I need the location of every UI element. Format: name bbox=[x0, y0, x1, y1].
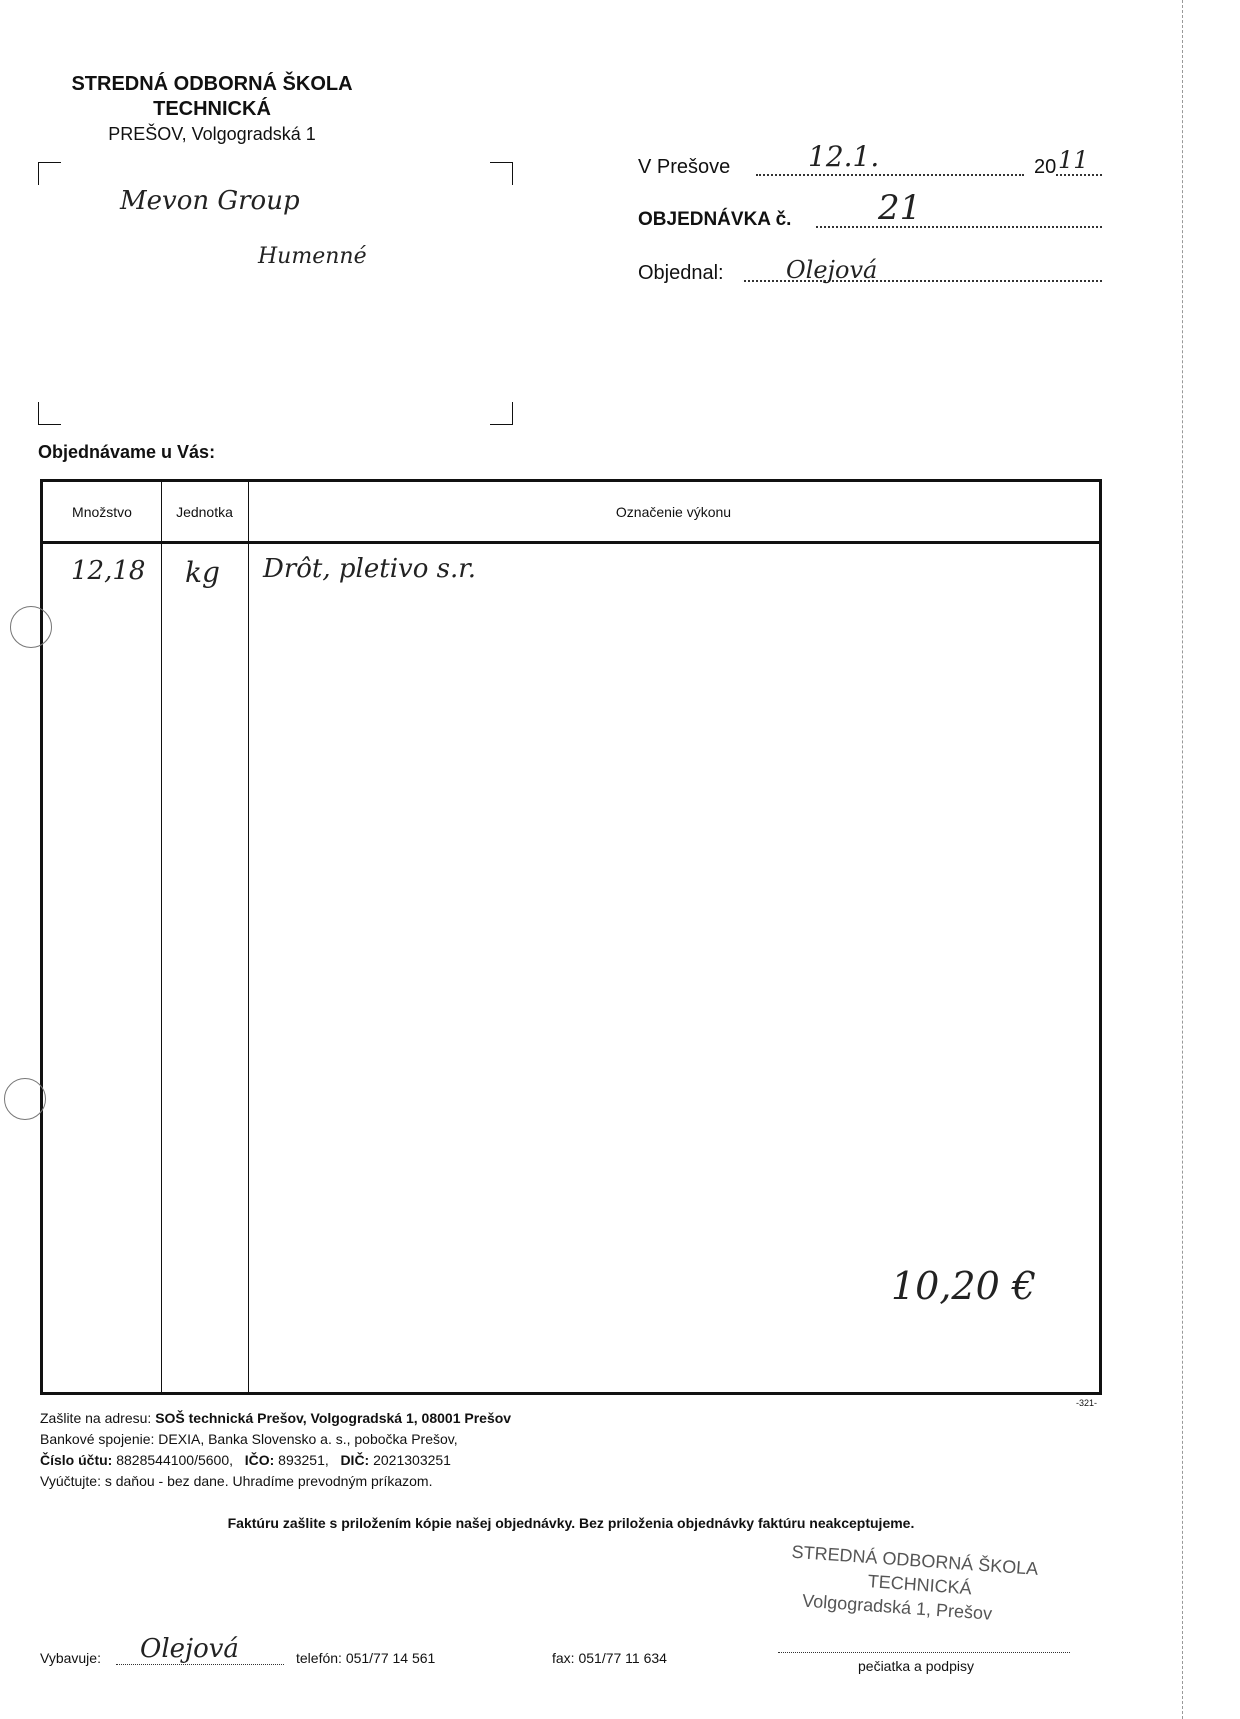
send-address-label: Zašlite na adresu: bbox=[40, 1410, 152, 1426]
ico-value: 893251, bbox=[278, 1452, 329, 1468]
column-divider-2 bbox=[248, 482, 249, 1392]
section-title: Objednávame u Vás: bbox=[38, 442, 216, 462]
ico-label: IČO: bbox=[244, 1452, 275, 1468]
ordered-by-value: Olejová bbox=[786, 256, 878, 284]
address-corner-bottom-right bbox=[490, 402, 513, 425]
invoice-notice: Faktúru zašlite s priložením kópie našej objednávky. Bez priloženia objednávky faktúru neakceptujeme. bbox=[227, 1515, 915, 1531]
bank-info: Bankové spojenie: DEXIA, Banka Slovensko a. s., pobočka Prešov, bbox=[40, 1431, 458, 1447]
account-info bbox=[40, 1452, 451, 1468]
issued-by-label: Vybavuje: bbox=[40, 1650, 101, 1666]
dic-value: 2021303251 bbox=[373, 1452, 451, 1468]
total-amount: 10,20 € bbox=[891, 1264, 1037, 1308]
school-name-line2: TECHNICKÁ bbox=[153, 98, 271, 120]
row-description: Drôt, pletivo s.r. bbox=[263, 554, 477, 584]
row-quantity: 12,18 bbox=[71, 556, 146, 586]
phone-number: telefón: 051/77 14 561 bbox=[296, 1650, 436, 1666]
stamp-line2: TECHNICKÁ bbox=[867, 1571, 973, 1599]
header-unit: Jednotka bbox=[176, 504, 233, 520]
punch-hole-top bbox=[10, 606, 52, 648]
school-name bbox=[52, 72, 372, 122]
date-dotted-line bbox=[756, 174, 1024, 176]
date-value: 12.1. bbox=[808, 140, 880, 173]
form-code: -321- bbox=[1076, 1398, 1098, 1408]
row-unit: kg bbox=[185, 556, 220, 589]
fax-number: fax: 051/77 11 634 bbox=[552, 1650, 667, 1666]
year-prefix: 20 bbox=[1034, 156, 1057, 178]
order-label: OBJEDNÁVKA č. bbox=[638, 209, 792, 230]
header-description: Označenie výkonu bbox=[615, 504, 732, 520]
account-label: Číslo účtu: bbox=[40, 1452, 113, 1468]
school-address: PREŠOV, Volgogradská 1 bbox=[108, 124, 316, 144]
year-value: 11 bbox=[1058, 146, 1089, 174]
order-number: 21 bbox=[878, 188, 922, 228]
order-table bbox=[40, 479, 1102, 1395]
stamp-line3: Volgogradská 1, Prešov bbox=[801, 1590, 993, 1624]
address-corner-bottom-left bbox=[38, 402, 61, 425]
place-label: V Prešove bbox=[638, 156, 731, 178]
send-address-value: SOŠ technická Prešov, Volgogradská 1, 08001 Prešov bbox=[155, 1410, 512, 1426]
order-number-dotted-line bbox=[816, 226, 1102, 228]
school-stamp bbox=[784, 1540, 1092, 1681]
issued-by-dotted-line bbox=[116, 1664, 284, 1665]
account-value: 8828544100/5600, bbox=[116, 1452, 234, 1468]
send-address bbox=[40, 1410, 511, 1426]
issued-by-signature: Olejová bbox=[140, 1634, 239, 1664]
school-name-line1: STREDNÁ ODBORNÁ ŠKOLA bbox=[71, 73, 353, 95]
scan-edge-line bbox=[1182, 0, 1183, 1719]
ordered-by-label: Objednal: bbox=[638, 262, 724, 284]
recipient-city: Humenné bbox=[258, 244, 367, 269]
billing-info: Vyúčtujte: s daňou - bez dane. Uhradíme prevodným príkazom. bbox=[40, 1473, 433, 1489]
punch-hole-bottom bbox=[4, 1078, 46, 1120]
year-dotted-line bbox=[1056, 174, 1102, 176]
header-divider bbox=[43, 541, 1099, 544]
header-quantity: Množstvo bbox=[72, 504, 132, 520]
stamp-line1: STREDNÁ ODBORNÁ ŠKOLA bbox=[791, 1541, 1039, 1579]
dic-label: DIČ: bbox=[340, 1452, 370, 1468]
address-corner-top-left bbox=[38, 162, 61, 185]
column-divider-1 bbox=[161, 482, 162, 1392]
address-corner-top-right bbox=[490, 162, 513, 185]
stamp-label: pečiatka a podpisy bbox=[858, 1658, 974, 1674]
recipient-name: Mevon Group bbox=[120, 186, 300, 216]
